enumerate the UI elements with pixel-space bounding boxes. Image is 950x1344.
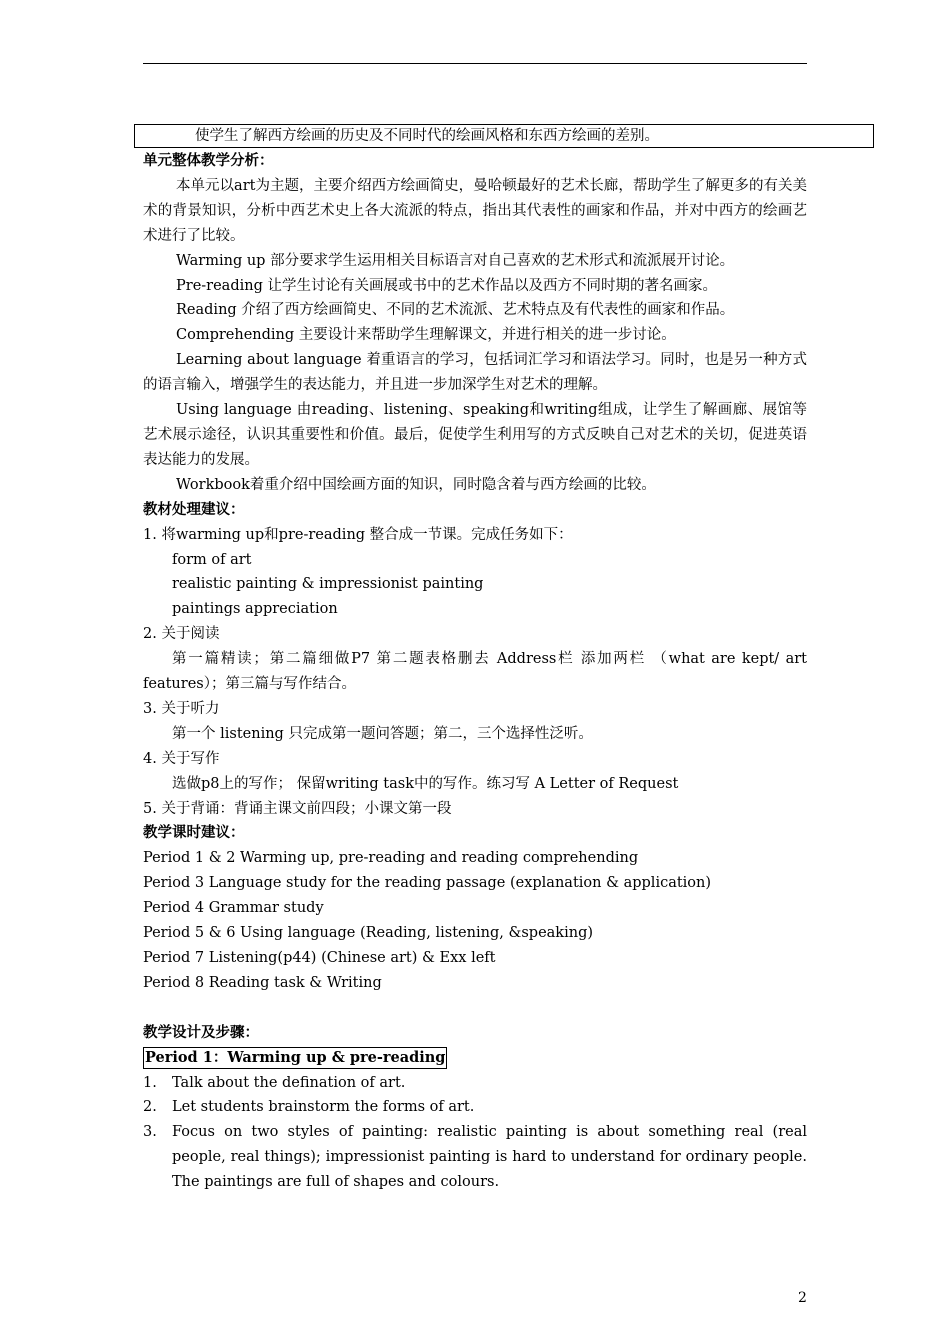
list-item — [143, 1071, 807, 1096]
list-item — [143, 1095, 807, 1120]
step-text: Focus on two styles of painting: realistic painting is about something real (real people, real things); impressionist painting is hard to understand for ordinary people. The paintings are full of shapes and colours. — [172, 1124, 807, 1191]
step-list — [143, 1071, 807, 1196]
period-line: Period 7 Listening(p44) (Chinese art) & Exx left — [143, 950, 496, 966]
step-number: 3. — [143, 1124, 157, 1141]
period-line: Period 5 & 6 Using language (Reading, listening, &speaking) — [143, 925, 594, 942]
material-suggestions-heading: 教材处理建议： — [143, 500, 245, 518]
list-item — [143, 1120, 807, 1195]
period-1-heading: Period 1：Warming up & pre-reading — [143, 1047, 447, 1069]
step-number: 1. — [143, 1074, 157, 1091]
warming-up-paragraph: Warming up 部分要求学生运用相关目标语言对自己喜欢的艺术形式和流派展开讨论。 — [176, 252, 735, 269]
material-subitem: realistic painting & impressionist painting — [172, 576, 484, 593]
step-number: 2. — [143, 1099, 157, 1116]
header-rule — [143, 63, 807, 64]
page-number: 2 — [798, 1290, 807, 1306]
period-line: Period 3 Language study for the reading passage (explanation & application) — [143, 875, 712, 892]
learning-language-paragraph: Learning about language 着重语言的学习，包括词汇学习和语法学习。同时，也是另一种方式的语言输入，增强学生的表达能力，并且进一步加深学生对艺术的理解。 — [143, 352, 807, 394]
main-content — [143, 149, 807, 1195]
material-subitem: paintings appreciation — [172, 601, 338, 618]
using-language-paragraph: Using language 由reading、listening、speaking和writing组成，让学生了解画廊、展馆等艺术展示途径，认识其重要性和价值。最后，促使学生利用写的方式反映自己对艺术的关切，促进英语表达能力的发展。 — [143, 402, 807, 468]
material-item-2-text: 第一篇精读；第二篇细做P7 第二题表格删去 Address栏 添加两栏 （what are kept/ art features）；第三篇与写作结合。 — [143, 651, 807, 693]
step-text: Talk about the defination of art. — [172, 1074, 406, 1091]
period-line: Period 1 & 2 Warming up, pre-reading and reading comprehending — [143, 850, 639, 867]
step-text: Let students brainstorm the forms of art. — [172, 1099, 475, 1116]
material-item-2: 2. 关于阅读 — [143, 626, 220, 643]
workbook-paragraph: Workbook着重介绍中国绘画方面的知识，同时隐含着与西方绘画的比较。 — [176, 476, 656, 493]
reading-paragraph: Reading 介绍了西方绘画简史、不同的艺术流派、艺术特点及有代表性的画家和作品。 — [176, 302, 735, 319]
design-steps-heading: 教学设计及步骤： — [143, 1023, 259, 1041]
comprehending-paragraph: Comprehending 主要设计来帮助学生理解课文，并进行相关的进一步讨论。 — [176, 327, 676, 344]
material-item-5: 5. 关于背诵：背诵主课文前四段；小课文第一段 — [143, 800, 452, 817]
unit-analysis-heading: 单元整体教学分析： — [143, 152, 274, 169]
material-item-1: 1. 将warming up和pre-reading 整合成一节课。完成任务如下： — [143, 526, 573, 543]
material-item-4: 4. 关于写作 — [143, 750, 220, 767]
material-subitem: form of art — [172, 551, 252, 568]
unit-intro-paragraph: 本单元以art为主题，主要介绍西方绘画简史，曼哈顿最好的艺术长廊，帮助学生了解更多的有关美术的背景知识，分析中西艺术史上各大流派的特点，指出其代表性的画家和作品，并对中西方的绘画艺术进行了比较。 — [143, 177, 807, 244]
period-line: Period 4 Grammar study — [143, 900, 324, 917]
period-line: Period 8 Reading task & Writing — [143, 974, 382, 991]
material-item-4-text: 选做p8上的写作； 保留writing task中的写作。练习写 A Letter of Request — [172, 775, 679, 792]
objective-box — [134, 124, 874, 148]
period-suggestions-heading: 教学课时建议： — [143, 824, 245, 842]
spacer — [143, 996, 807, 1021]
material-item-3: 3. 关于听力 — [143, 700, 220, 717]
material-item-3-text: 第一个 listening 只完成第一题问答题；第二，三个选择性泛听。 — [172, 725, 593, 742]
objective-text: 使学生了解西方绘画的历史及不同时代的绘画风格和东西方绘画的差别。 — [195, 128, 659, 144]
pre-reading-paragraph: Pre-reading 让学生讨论有关画展或书中的艺术作品以及西方不同时期的著名画家。 — [176, 277, 717, 294]
